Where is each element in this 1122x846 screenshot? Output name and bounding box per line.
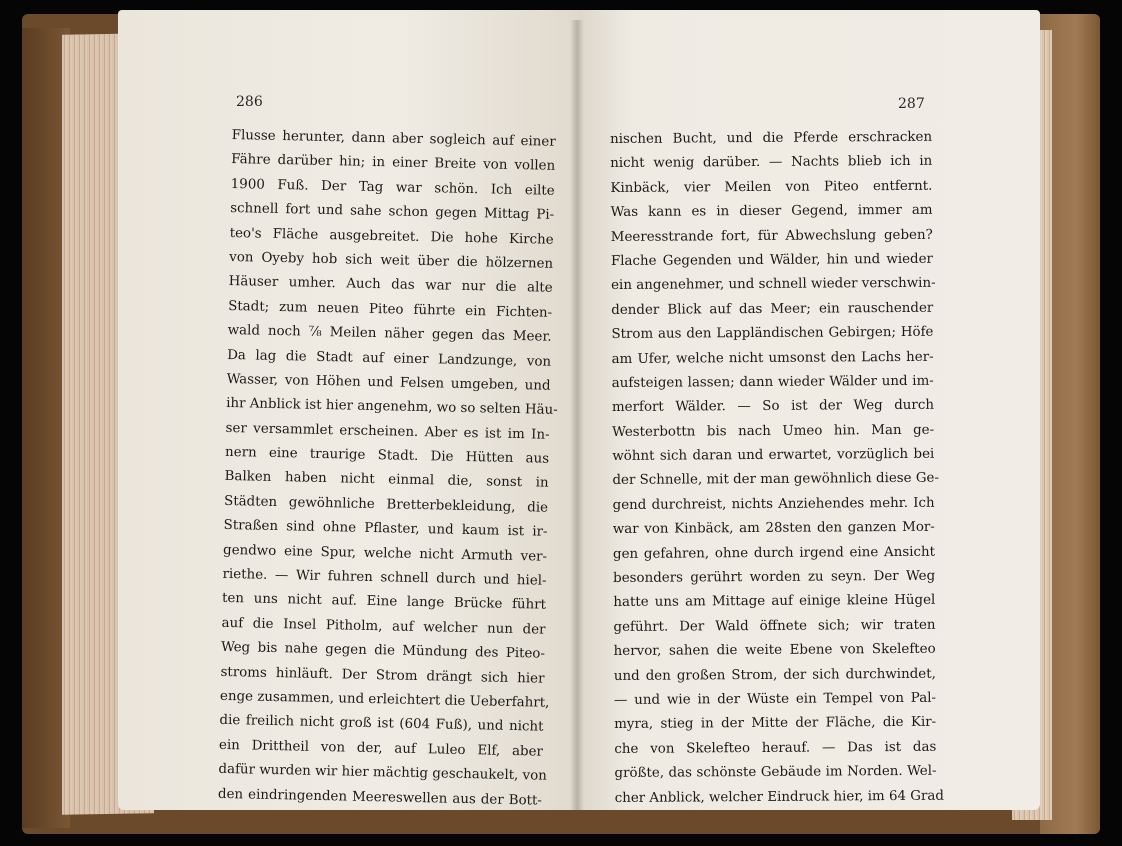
text-line: von Oyeby hob sich weit über die hölzernen — [229, 249, 554, 272]
text-line: Fähre darüber hin; in einer Breite von vollen — [231, 152, 556, 175]
text-line: auf die Insel Pitholm, auf welcher nun der — [221, 615, 546, 638]
text-line: besonders gerührt worden zu seyn. Der Weg — [613, 568, 936, 587]
text-line: 1900 Fuß. Der Tag war schön. Ich eilte — [230, 176, 555, 199]
text-line: schnell fort und sahe schon gegen Mittag Pi- — [230, 201, 555, 223]
text-line: ten uns nicht auf. Eine lange Brücke führt — [221, 591, 547, 614]
text-line: den eindringenden Meereswellen aus der Bott- — [217, 786, 543, 809]
text-line: cher Anblick, welcher Eindruck hier, im 64 Grad — [614, 788, 944, 806]
text-line: gendwo eine Spur, welche nicht Armuth ver- — [222, 542, 548, 565]
text-line: Strom aus den Lappländischen Gebirgen; Höfe — [611, 324, 934, 343]
text-line: Weg bis nahe gegen die Mündung des Piteo- — [220, 640, 546, 662]
page-text — [218, 124, 556, 814]
text-line: nicht wenig darüber. — Nachts blieb ich in — [610, 154, 933, 172]
right-page — [578, 10, 1040, 810]
text-line: ihr Anblick ist hier angenehm, wo so selten Häu- — [225, 396, 558, 419]
book-gutter — [570, 20, 584, 810]
text-line: Stadt; zum neuen Piteo führte ein Fichten- — [228, 298, 553, 321]
text-line: Häuser umher. Auch das war nur die alte — [228, 274, 553, 297]
page-number: 286 — [236, 94, 263, 110]
text-line: aufsteigen lassen; dann wieder Wälder und im- — [611, 373, 934, 391]
text-line: hervor, sahen die weite Ebene von Skelefteo — [613, 641, 936, 660]
text-line: nern eine traurige Stadt. Die Hütten aus — [224, 445, 550, 467]
text-line: Kinbäck, vier Meilen von Piteo entfernt. — [610, 178, 933, 196]
text-line: enge zusammen, und erleichtert die Ueberfahrt, — [219, 688, 550, 711]
text-line: geführt. Der Wald öffnete sich; wir traten — [613, 617, 936, 635]
text-line: Balken haben nicht einmal die, sonst in — [224, 469, 549, 492]
page-number: 287 — [898, 96, 925, 112]
text-line: Flache Gegenden und Wälder, hin und wieder — [610, 251, 933, 269]
text-line: myra, stieg in der Mitte der Fläche, die Kir- — [614, 715, 937, 733]
text-line: ein angenehmer, und schnell wieder verschwin- — [611, 276, 936, 294]
text-line: wöhnt sich daran und erwartet, vorzüglich bei — [612, 446, 935, 465]
text-line: ser versammlet erscheinen. Aber es ist im In- — [225, 420, 550, 443]
text-line: die freilich nicht groß ist (604 Fuß), und nicht — [219, 713, 544, 736]
text-line: der Schnelle, mit der man gewöhnlich diese Ge- — [612, 471, 940, 489]
text-line: und den großen Strom, der sich durchwindet, — [613, 666, 936, 684]
text-line: Westerbottn bis nach Umeo hin. Man ge- — [612, 422, 935, 440]
text-line: hatte uns am Mittage auf einige kleine Hügel — [613, 593, 936, 611]
text-line: — und wie in der Wüste ein Tempel von Pal- — [613, 690, 937, 708]
text-line: war von Kinbäck, am 28sten den ganzen Mor- — [612, 519, 935, 538]
text-line: dafür wurden wir hier mächtig geschaukelt, von — [218, 762, 547, 784]
text-line: che von Skelefteo herauf. — Das ist das — [614, 739, 937, 757]
text-line: stroms hinläuft. Der Strom drängt sich hier — [220, 664, 545, 687]
text-line: Wasser, von Höhen und Felsen umgeben, und — [226, 371, 551, 394]
text-line: Flusse herunter, dann aber sogleich auf einer — [231, 127, 556, 150]
text-line: Straßen sind ohne Pflaster, und kaum ist ir- — [223, 518, 548, 540]
text-line: Meeresstrande fort, für Abwechslung geben? — [610, 227, 933, 245]
text-line: am Ufer, welche nicht umsonst den Lachs her- — [611, 349, 934, 367]
text-line: ein Drittheil von der, auf Luleo Elf, aber — [218, 737, 544, 760]
text-line: riethe. — Wir fuhren schnell durch und hiel- — [222, 566, 547, 589]
text-line: Da lag die Stadt auf einer Landzunge, von — [227, 347, 552, 370]
text-line: merfort Wälder. — So ist der Weg durch — [611, 398, 934, 416]
left-page — [118, 10, 578, 810]
text-line: gend durchreist, nichts Anziehendes mehr. Ich — [612, 495, 935, 513]
text-line: nischen Bucht, und die Pferde erschracken — [610, 129, 933, 147]
text-line: größte, das schönste Gebäude im Norden. Wel- — [614, 763, 937, 782]
text-line: Was kann es in dieser Gegend, immer am — [610, 202, 933, 221]
page-text — [610, 126, 944, 811]
text-line: teo's Fläche ausgebreitet. Die hohe Kirche — [229, 225, 554, 248]
text-line: wald noch ⅞ Meilen näher gegen das Meer. — [227, 323, 552, 345]
text-line: dender Blick auf das Meer; ein rauschender — [611, 300, 934, 318]
text-line: gen gefahren, ohne durch irgend eine Ansicht — [612, 544, 936, 562]
text-line: Städten gewöhnliche Bretterbekleidung, die — [223, 493, 549, 516]
